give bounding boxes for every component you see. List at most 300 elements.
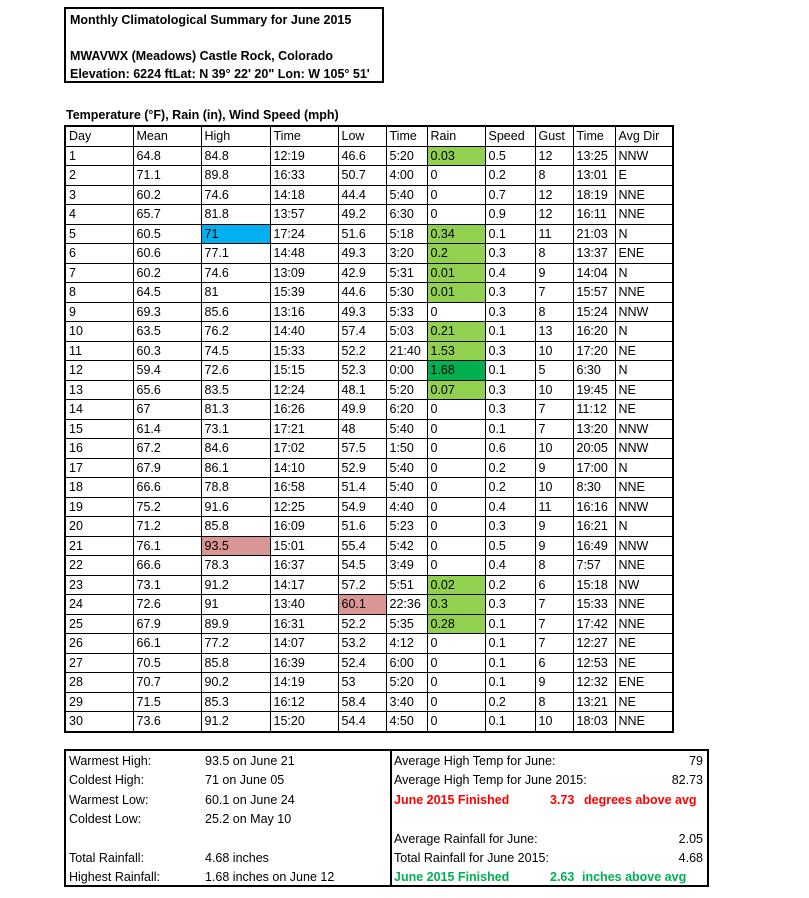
cell-high-time: 12:24 (270, 380, 338, 400)
cell-high: 77.1 (201, 244, 270, 264)
cell-speed: 0.5 (485, 146, 535, 166)
table-row (65, 146, 673, 166)
cell-high: 81 (201, 283, 270, 303)
cell-day: 23 (65, 575, 133, 595)
cell-mean: 71.1 (133, 166, 201, 186)
temp-diff-text: degrees above avg (584, 793, 697, 807)
table-row (65, 595, 673, 615)
station-location: Elevation: 6224 ftLat: N 39° 22' 20" Lon: W 105° 51' (70, 67, 370, 81)
cell-mean: 70.7 (133, 673, 201, 693)
cell-avg-dir: NNW (615, 302, 673, 322)
cell-speed: 0.1 (485, 361, 535, 381)
cell-gust-time: 21:03 (573, 224, 615, 244)
cell-low: 48.1 (338, 380, 386, 400)
cell-day: 17 (65, 458, 133, 478)
cell-high: 71 (201, 224, 270, 244)
cell-gust: 8 (535, 244, 573, 264)
cell-day: 12 (65, 361, 133, 381)
cell-mean: 60.2 (133, 185, 201, 205)
cell-day: 24 (65, 595, 133, 615)
cell-high-time: 16:09 (270, 517, 338, 537)
cell-mean: 65.7 (133, 205, 201, 225)
cell-mean: 60.3 (133, 341, 201, 361)
cell-low-time: 5:30 (386, 283, 427, 303)
cell-avg-dir: ENE (615, 244, 673, 264)
cell-high-time: 15:01 (270, 536, 338, 556)
cell-day: 29 (65, 692, 133, 712)
cell-mean: 66.1 (133, 634, 201, 654)
cell-low: 50.7 (338, 166, 386, 186)
cell-high: 74.5 (201, 341, 270, 361)
cell-high: 81.8 (201, 205, 270, 225)
cell-low: 55.4 (338, 536, 386, 556)
table-row (65, 341, 673, 361)
cell-gust-time: 17:20 (573, 341, 615, 361)
cell-day: 25 (65, 614, 133, 634)
cell-day: 8 (65, 283, 133, 303)
cell-low: 51.4 (338, 478, 386, 498)
cell-gust: 10 (535, 341, 573, 361)
cell-gust: 7 (535, 595, 573, 615)
cell-low: 51.6 (338, 224, 386, 244)
cell-high: 85.8 (201, 517, 270, 537)
cell-high-time: 14:40 (270, 322, 338, 342)
cell-speed: 0.1 (485, 419, 535, 439)
table-row (65, 263, 673, 283)
cell-gust: 7 (535, 419, 573, 439)
cell-high: 77.2 (201, 634, 270, 654)
avg-high-value: 79 (689, 754, 703, 768)
cell-avg-dir: NNE (615, 478, 673, 498)
cell-gust: 9 (535, 517, 573, 537)
cell-avg-dir: NNE (615, 283, 673, 303)
coldest-low-label: Coldest Low: (69, 812, 142, 826)
cell-low-time: 5:40 (386, 185, 427, 205)
cell-day: 4 (65, 205, 133, 225)
table-row (65, 322, 673, 342)
cell-gust: 8 (535, 302, 573, 322)
cell-gust: 11 (535, 497, 573, 517)
table-row (65, 205, 673, 225)
cell-low: 52.2 (338, 341, 386, 361)
cell-avg-dir: NE (615, 400, 673, 420)
summary-panel (64, 749, 709, 887)
cell-gust: 8 (535, 692, 573, 712)
cell-day: 30 (65, 712, 133, 732)
cell-speed: 0.3 (485, 302, 535, 322)
table-row (65, 692, 673, 712)
cell-gust: 9 (535, 673, 573, 693)
cell-low: 54.9 (338, 497, 386, 517)
cell-rain: 1.68 (427, 361, 485, 381)
cell-rain: 0 (427, 712, 485, 732)
cell-speed: 0.2 (485, 692, 535, 712)
cell-gust-time: 15:57 (573, 283, 615, 303)
cell-low-time: 5:03 (386, 322, 427, 342)
rain-diff-text: inches above avg (582, 870, 687, 884)
cell-low: 49.2 (338, 205, 386, 225)
cell-speed: 0.2 (485, 166, 535, 186)
cell-day: 2 (65, 166, 133, 186)
temp-diff-value: 3.73 (550, 793, 575, 807)
cell-low: 57.2 (338, 575, 386, 595)
cell-gust: 10 (535, 712, 573, 732)
cell-low: 58.4 (338, 692, 386, 712)
cell-gust-time: 16:49 (573, 536, 615, 556)
cell-low-time: 5:23 (386, 517, 427, 537)
cell-mean: 66.6 (133, 556, 201, 576)
cell-day: 27 (65, 653, 133, 673)
cell-gust: 12 (535, 185, 573, 205)
cell-gust-time: 15:18 (573, 575, 615, 595)
cell-gust-time: 16:11 (573, 205, 615, 225)
table-row (65, 712, 673, 732)
cell-speed: 0.1 (485, 673, 535, 693)
cell-gust-time: 13:25 (573, 146, 615, 166)
cell-rain: 0.01 (427, 283, 485, 303)
cell-avg-dir: NE (615, 341, 673, 361)
cell-avg-dir: N (615, 263, 673, 283)
cell-low-time: 1:50 (386, 439, 427, 459)
cell-low-time: 6:30 (386, 205, 427, 225)
cell-speed: 0.3 (485, 400, 535, 420)
cell-low-time: 4:00 (386, 166, 427, 186)
cell-low: 44.6 (338, 283, 386, 303)
col-header-low: Low (338, 126, 386, 146)
cell-rain: 0.07 (427, 380, 485, 400)
cell-gust: 12 (535, 146, 573, 166)
cell-rain: 0 (427, 166, 485, 186)
cell-day: 18 (65, 478, 133, 498)
table-row (65, 575, 673, 595)
table-row (65, 634, 673, 654)
cell-gust-time: 16:21 (573, 517, 615, 537)
cell-day: 5 (65, 224, 133, 244)
cell-low: 49.3 (338, 302, 386, 322)
cell-high: 91.2 (201, 712, 270, 732)
cell-low: 57.5 (338, 439, 386, 459)
warmest-low-value: 60.1 on June 24 (205, 793, 295, 807)
cell-gust-time: 18:19 (573, 185, 615, 205)
cell-low-time: 5:20 (386, 673, 427, 693)
cell-avg-dir: ENE (615, 673, 673, 693)
cell-mean: 71.5 (133, 692, 201, 712)
cell-avg-dir: NNW (615, 536, 673, 556)
cell-high: 89.8 (201, 166, 270, 186)
cell-high: 76.2 (201, 322, 270, 342)
cell-gust-time: 16:20 (573, 322, 615, 342)
cell-low-time: 22:36 (386, 595, 427, 615)
table-row (65, 224, 673, 244)
cell-avg-dir: NNE (615, 185, 673, 205)
cell-rain: 0 (427, 439, 485, 459)
cell-avg-dir: E (615, 166, 673, 186)
cell-avg-dir: NNW (615, 419, 673, 439)
cell-avg-dir: NNW (615, 497, 673, 517)
cell-day: 19 (65, 497, 133, 517)
cell-rain: 0 (427, 205, 485, 225)
cell-gust-time: 15:33 (573, 595, 615, 615)
cell-low-time: 5:40 (386, 458, 427, 478)
cell-gust-time: 13:37 (573, 244, 615, 264)
cell-gust: 13 (535, 322, 573, 342)
cell-low: 52.4 (338, 653, 386, 673)
cell-mean: 73.6 (133, 712, 201, 732)
cell-low-time: 3:49 (386, 556, 427, 576)
cell-rain: 0.2 (427, 244, 485, 264)
cell-speed: 0.1 (485, 224, 535, 244)
table-row (65, 185, 673, 205)
cell-avg-dir: N (615, 458, 673, 478)
cell-high-time: 16:12 (270, 692, 338, 712)
table-row (65, 478, 673, 498)
cell-low: 49.3 (338, 244, 386, 264)
cell-rain: 0 (427, 400, 485, 420)
cell-low: 53 (338, 673, 386, 693)
cell-high-time: 16:58 (270, 478, 338, 498)
cell-gust: 6 (535, 575, 573, 595)
cell-high: 73.1 (201, 419, 270, 439)
cell-day: 20 (65, 517, 133, 537)
cell-rain: 0 (427, 634, 485, 654)
cell-mean: 70.5 (133, 653, 201, 673)
cell-gust-time: 16:16 (573, 497, 615, 517)
cell-day: 13 (65, 380, 133, 400)
cell-day: 15 (65, 419, 133, 439)
warmest-high-value: 93.5 on June 21 (205, 754, 295, 768)
cell-gust: 9 (535, 263, 573, 283)
cell-high-time: 13:57 (270, 205, 338, 225)
cell-gust-time: 12:53 (573, 653, 615, 673)
cell-day: 1 (65, 146, 133, 166)
cell-rain: 0 (427, 556, 485, 576)
cell-low: 52.9 (338, 458, 386, 478)
cell-low: 54.5 (338, 556, 386, 576)
cell-low-time: 3:40 (386, 692, 427, 712)
cell-high-time: 15:39 (270, 283, 338, 303)
cell-mean: 65.6 (133, 380, 201, 400)
cell-high-time: 14:18 (270, 185, 338, 205)
cell-mean: 64.8 (133, 146, 201, 166)
cell-gust-time: 18:03 (573, 712, 615, 732)
cell-gust: 8 (535, 556, 573, 576)
cell-high-time: 16:37 (270, 556, 338, 576)
cell-high: 84.6 (201, 439, 270, 459)
cell-low: 52.2 (338, 614, 386, 634)
table-row (65, 653, 673, 673)
cell-high-time: 15:33 (270, 341, 338, 361)
cell-high-time: 16:31 (270, 614, 338, 634)
cell-high: 91 (201, 595, 270, 615)
cell-mean: 66.6 (133, 478, 201, 498)
table-row (65, 439, 673, 459)
table-row (65, 244, 673, 264)
cell-mean: 64.5 (133, 283, 201, 303)
cell-speed: 0.3 (485, 380, 535, 400)
cell-rain: 0 (427, 517, 485, 537)
cell-rain: 0 (427, 302, 485, 322)
cell-high-time: 14:19 (270, 673, 338, 693)
cell-mean: 60.5 (133, 224, 201, 244)
cell-mean: 67.9 (133, 614, 201, 634)
cell-avg-dir: N (615, 322, 673, 342)
cell-gust: 10 (535, 478, 573, 498)
cell-rain: 0.02 (427, 575, 485, 595)
cell-gust: 7 (535, 400, 573, 420)
table-row (65, 458, 673, 478)
cell-rain: 1.53 (427, 341, 485, 361)
cell-low: 42.9 (338, 263, 386, 283)
table-row (65, 497, 673, 517)
cell-day: 11 (65, 341, 133, 361)
cell-high-time: 15:15 (270, 361, 338, 381)
col-header-gust: Gust (535, 126, 573, 146)
cell-low-time: 5:20 (386, 146, 427, 166)
col-header-rain: Rain (427, 126, 485, 146)
highest-rainfall-label: Highest Rainfall: (69, 870, 161, 884)
cell-avg-dir: NNE (615, 556, 673, 576)
cell-rain: 0 (427, 653, 485, 673)
cell-high: 89.9 (201, 614, 270, 634)
cell-avg-dir: N (615, 517, 673, 537)
cell-high-time: 16:26 (270, 400, 338, 420)
cell-gust-time: 15:24 (573, 302, 615, 322)
cell-gust: 10 (535, 439, 573, 459)
cell-gust: 9 (535, 536, 573, 556)
cell-gust: 5 (535, 361, 573, 381)
cell-speed: 0.9 (485, 205, 535, 225)
cell-mean: 60.6 (133, 244, 201, 264)
cell-day: 14 (65, 400, 133, 420)
cell-gust-time: 19:45 (573, 380, 615, 400)
cell-rain: 0.34 (427, 224, 485, 244)
section-title: Temperature (°F), Rain (in), Wind Speed (mph) (66, 108, 339, 122)
total-rainfall-value: 4.68 inches (205, 851, 269, 865)
cell-high: 91.6 (201, 497, 270, 517)
cell-mean: 73.1 (133, 575, 201, 595)
cell-low-time: 5:35 (386, 614, 427, 634)
cell-rain: 0.01 (427, 263, 485, 283)
cell-gust-time: 14:04 (573, 263, 615, 283)
total-rain-2015-label: Total Rainfall for June 2015: (394, 851, 549, 865)
cell-high: 85.8 (201, 653, 270, 673)
rain-finished-label: June 2015 Finished (394, 870, 510, 884)
cell-speed: 0.3 (485, 283, 535, 303)
cell-avg-dir: NNE (615, 205, 673, 225)
cell-day: 9 (65, 302, 133, 322)
cell-low-time: 4:50 (386, 712, 427, 732)
cell-low-time: 6:00 (386, 653, 427, 673)
cell-avg-dir: NE (615, 380, 673, 400)
cell-rain: 0.3 (427, 595, 485, 615)
cell-mean: 72.6 (133, 595, 201, 615)
cell-high: 85.3 (201, 692, 270, 712)
cell-avg-dir: N (615, 361, 673, 381)
cell-day: 22 (65, 556, 133, 576)
cell-rain: 0 (427, 536, 485, 556)
cell-avg-dir: NE (615, 653, 673, 673)
cell-high-time: 13:40 (270, 595, 338, 615)
highest-rainfall-value: 1.68 inches on June 12 (205, 870, 335, 884)
cell-speed: 0.3 (485, 517, 535, 537)
cell-speed: 0.1 (485, 712, 535, 732)
cell-high-time: 17:02 (270, 439, 338, 459)
cell-rain: 0 (427, 478, 485, 498)
cell-high-time: 14:07 (270, 634, 338, 654)
cell-gust-time: 17:00 (573, 458, 615, 478)
station-name: MWAVWX (Meadows) Castle Rock, Colorado (70, 49, 333, 63)
cell-gust-time: 20:05 (573, 439, 615, 459)
cell-mean: 67 (133, 400, 201, 420)
cell-low-time: 5:40 (386, 478, 427, 498)
cell-avg-dir: NNE (615, 712, 673, 732)
cell-low: 51.6 (338, 517, 386, 537)
cell-high: 90.2 (201, 673, 270, 693)
cell-speed: 0.6 (485, 439, 535, 459)
table-row (65, 302, 673, 322)
report-header (64, 7, 384, 83)
cell-speed: 0.1 (485, 634, 535, 654)
cell-low-time: 5:40 (386, 419, 427, 439)
cell-speed: 0.1 (485, 322, 535, 342)
cell-mean: 61.4 (133, 419, 201, 439)
table-row (65, 400, 673, 420)
cell-mean: 60.2 (133, 263, 201, 283)
cell-rain: 0 (427, 692, 485, 712)
cell-gust: 7 (535, 634, 573, 654)
table-row (65, 283, 673, 303)
cell-gust-time: 12:32 (573, 673, 615, 693)
avg-high-label: Average High Temp for June: (394, 754, 556, 768)
coldest-low-value: 25.2 on May 10 (205, 812, 292, 826)
cell-gust-time: 13:21 (573, 692, 615, 712)
avg-rain-label: Average Rainfall for June: (394, 832, 538, 846)
warmest-low-label: Warmest Low: (69, 793, 149, 807)
cell-day: 6 (65, 244, 133, 264)
cell-day: 26 (65, 634, 133, 654)
cell-mean: 75.2 (133, 497, 201, 517)
cell-avg-dir: NNE (615, 595, 673, 615)
cell-speed: 0.3 (485, 244, 535, 264)
cell-high: 84.8 (201, 146, 270, 166)
table-row (65, 556, 673, 576)
cell-high: 72.6 (201, 361, 270, 381)
cell-high: 78.8 (201, 478, 270, 498)
table-row (65, 166, 673, 186)
cell-speed: 0.4 (485, 263, 535, 283)
cell-gust: 10 (535, 380, 573, 400)
cell-high: 85.6 (201, 302, 270, 322)
cell-gust: 6 (535, 653, 573, 673)
cell-low-time: 0:00 (386, 361, 427, 381)
cell-high: 86.1 (201, 458, 270, 478)
cell-gust: 7 (535, 283, 573, 303)
table-row (65, 673, 673, 693)
avg-high-2015-value: 82.73 (671, 773, 703, 787)
cell-speed: 0.4 (485, 497, 535, 517)
cell-speed: 0.1 (485, 614, 535, 634)
cell-mean: 67.2 (133, 439, 201, 459)
cell-high: 91.2 (201, 575, 270, 595)
cell-low: 57.4 (338, 322, 386, 342)
coldest-high-value: 71 on June 05 (205, 773, 285, 787)
cell-high-time: 17:24 (270, 224, 338, 244)
col-header-high-time: Time (270, 126, 338, 146)
cell-low-time: 5:42 (386, 536, 427, 556)
cell-speed: 0.2 (485, 478, 535, 498)
cell-day: 21 (65, 536, 133, 556)
cell-speed: 0.1 (485, 653, 535, 673)
